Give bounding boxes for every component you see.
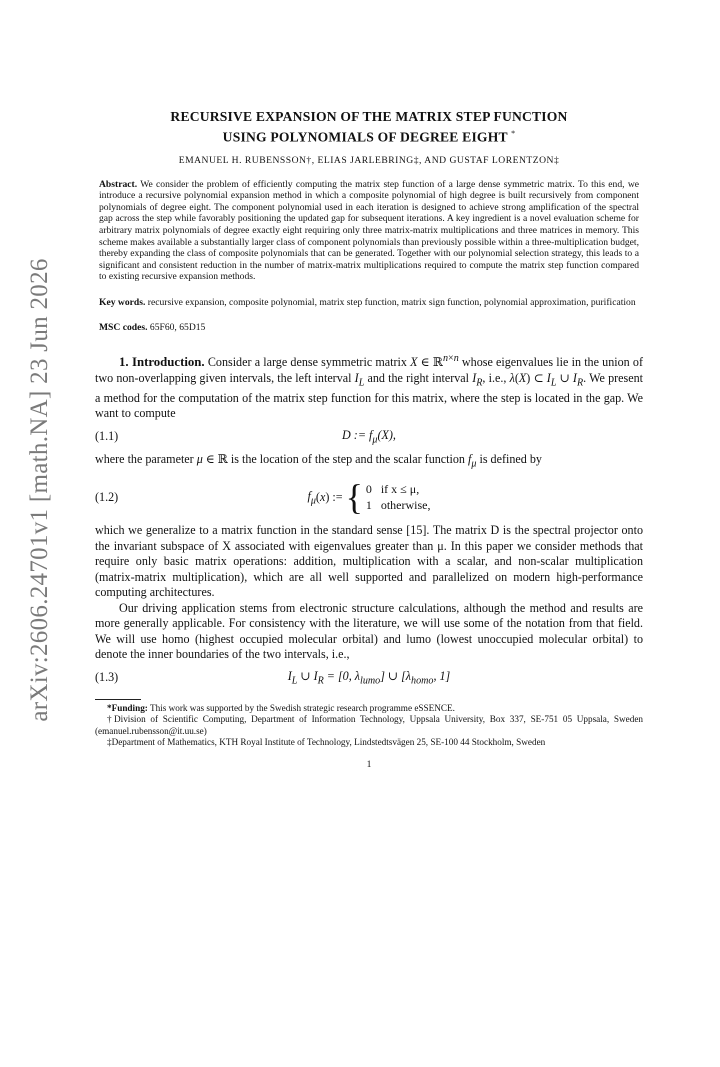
- equation-number: (1.3): [95, 670, 119, 685]
- equation-number: (1.1): [95, 429, 119, 443]
- section-heading: 1. Introduction.: [119, 355, 205, 370]
- msc-codes: [95, 322, 643, 334]
- footnote-funding: *Funding: This work was supported by the Swedish strategic research programme eSSENCE.: [107, 702, 455, 713]
- footnote-rule: [95, 699, 141, 700]
- keywords-text: recursive expansion, composite polynomial, matrix step function, matrix sign function, polynomial approximation, purification: [147, 296, 636, 308]
- msc-text: 65F60, 65D15: [149, 322, 206, 334]
- intro-paragraph-4: Our driving application stems from electronic structure calculations, although the method and results are more generally applicable. For consistency with the literature, we will use some of the notation from that field. We will use homo (highest occupied molecular orbital) and lumo (lowest unoccupied molecular orbital) to denote the inner boundaries of the two intervals, i.e.,: [95, 600, 643, 662]
- intro-paragraph-2: where the parameter μ ∈ ℝ is the location of the step and the scalar function $f_\mu$ is defined by: [95, 451, 542, 469]
- equation-body: $I_L$ ∪ $I_R = [0$, $\lambda_{lumo}$] ∪ [$\lambda_{homo}$, 1]: [287, 669, 451, 687]
- arxiv-stamp-text: arXiv:2606.24701v1 [math.NA] 23 Jun 2026: [26, 258, 53, 722]
- equation-body: D := $f_\mu(X)$,: [342, 427, 396, 446]
- footnote-affiliation-1: †Division of Scientific Computing, Department of Information Technology, Uppsala University, Box 337, SE-751 05 Uppsala, Sweden (emanuel.rubensson@it.uu.se): [95, 714, 643, 736]
- title-line-2: USING POLYNOMIALS OF DEGREE EIGHT *: [222, 129, 516, 145]
- abstract: [95, 179, 643, 283]
- equation-1-3: [95, 663, 643, 693]
- intro-paragraph-3: which we generalize to a matrix function in the standard sense [15]. The matrix D is the spectral projector onto the invariant subspace of X associated with eigenvalues greater than μ. In this paper we consider methods that require only basic matrix operations: addition, multiplication with a scalar, and non-scalar multiplication (matrix-matrix multiplication), which are all well supported and parallelized on modern high-performance computing architectures.: [95, 523, 643, 600]
- equation-1-1: [95, 422, 643, 452]
- paper-title: [95, 108, 643, 146]
- msc-label: MSC codes.: [99, 322, 148, 334]
- intro-paragraph-1: 1. Introduction. Consider a large dense symmetric matrix X ∈ ℝ$^{n\times n}$ whose eigenvalues lie in the union of two non-overlapping given intervals, the left interval $I_L$ and the right interval $I_R$, i.e., λ(X) ⊂ $I_L$ ∪ $I_R$. We present a method for the computation of the matrix step function for this matrix, where the step is located in the gap. We want to compute: [95, 353, 644, 420]
- abstract-text: We consider the problem of efficiently computing the matrix step function of a large dense symmetric matrix. To this end, we introduce a recursive polynomial expansion method in which a composite polynomial of high degree is built recursively from component polynomials of degree eight. The component polynomial used in each iteration is designed to achieve strong amplification of the spectral gap across the step while favorably positioning the updated gap for subsequent iterations. A key ingredient is a novel evaluation scheme for arbitrary matrix polynomials of degree exactly eight requiring only three matrix-matrix multiplications and three matrices in memory. This scheme makes available a substantially larger class of component polynomials than previously possible within a three-multiplication budget, thereby expanding the class of composite polynomials that can be generated. Together with our polynomial selection strategy, this leads to a significant and consistent reduction in the number of matrix-matrix multiplications required to compute the matrix step function compared to existing recursive expansion methods.: [99, 178, 640, 283]
- equation-number: (1.2): [95, 489, 119, 504]
- abstract-label: Abstract.: [99, 178, 138, 190]
- page-number: 1: [366, 758, 372, 770]
- arxiv-stamp: [10, 230, 70, 750]
- title-line-1: RECURSIVE EXPANSION OF THE MATRIX STEP FUNCTION: [170, 109, 568, 124]
- keywords-label: Key words.: [99, 296, 146, 308]
- paper-page: [95, 108, 643, 770]
- equation-body: $f_\mu$ ( x ) := { 0 if x ≤ μ, 1 otherwise,: [307, 477, 431, 518]
- footnotes: [95, 703, 643, 749]
- equation-1-2: [95, 471, 643, 523]
- author-list: EMANUEL H. RUBENSSON†, ELIAS JARLEBRING‡, AND GUSTAF LORENTZON‡: [178, 154, 560, 166]
- keywords: [95, 297, 643, 309]
- footnote-affiliation-2: ‡Department of Mathematics, KTH Royal Institute of Technology, Lindstedtsvägen 25, SE-100 44 Stockholm, Sweden: [107, 737, 546, 748]
